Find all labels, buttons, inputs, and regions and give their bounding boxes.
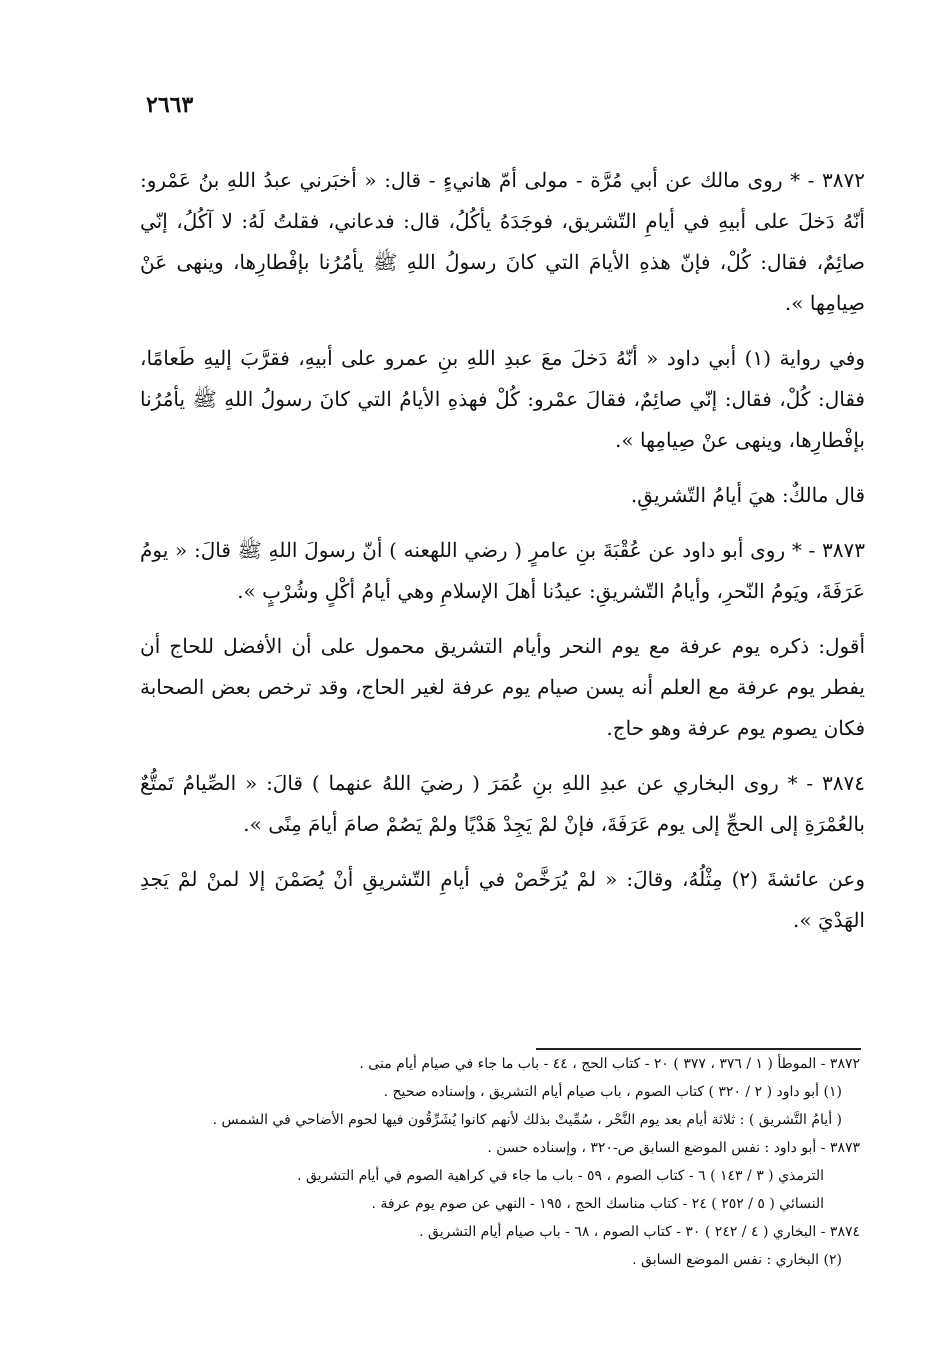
footnote-nasai: النسائي ( ٥ / ٢٥٢ ) ٢٤ - كتاب مناسك الحج ، ١٩٥ - النهي عن صوم يوم عرفة . — [371, 1196, 824, 1212]
footnote-tirmidhi: الترمذي ( ٣ / ١٤٣ ) ٦ - كتاب الصوم ، ٥٩ - باب ما جاء في كراهية الصوم في أيام التشريق . — [297, 1168, 824, 1184]
footnote-tashreeq-definition: ( أيامُ التَّشريق ) : ثلاثة أيام بعد يوم النَّحْر ، سُمِّيتْ بذلك لأنهم كانوا يُشَرِّقُون فيها لحوم الأضاحي في الشمس . — [212, 1112, 842, 1128]
footnote-2: (٢) البخاري : نفس الموضع السابق . — [632, 1252, 842, 1268]
footnote-3874: ٣٨٧٤ - البخاري ( ٤ / ٢٤٢ ) ٣٠ - كتاب الصوم ، ٦٨ - باب صيام أيام التشريق . — [419, 1224, 860, 1240]
hadith-3874: ٣٨٧٤ - * روى البخاري عن عبدِ اللهِ بنِ عُمَرَ ( رضيَ اللهُ عنهما ) قالَ: « الصِّيامُ تَمتُّعٌ بالعُمْرَةِ إلى الحجِّ إلى يوم عَرَفَةَ، فإنْ لمْ يَجِدْ هَدْيًا ولمْ يَصُمْ صامَ أيامَ مِنًى ». — [140, 771, 865, 836]
main-text — [140, 160, 865, 955]
malik-note: قال مالكٌ: هيَ أيامُ التّشريقِ. — [630, 483, 865, 507]
abu-dawud-narration: وفي رواية (١) أبي داود « أنّهُ دَخلَ معَ عبدِ اللهِ بنِ عمرو على أبيهِ، فقرَّبَ إليهِ طَعامًا، فقال: كُلْ، فقال: إنّي صائِمٌ، فقالَ عمْرو: كُلْ فهذهِ الأيامُ التي كانَ رسولُ اللهِ ﷺ يأمُرُنا بإفْطارِها، وينهى عنْ صِيامِها ». — [140, 346, 865, 452]
footnotes — [150, 1050, 860, 1274]
footnote-3872: ٣٨٧٢ - الموطأ ( ١ / ٣٧٦ ، ٣٧٧ ) ٢٠ - كتاب الحج ، ٤٤ - باب ما جاء في صيام أيام منى . — [359, 1056, 860, 1072]
author-comment: أقول: ذكره يوم عرفة مع يوم النحر وأيام التشريق محمول على أن الأفضل للحاج أن يفطر يوم عرفة مع العلم أنه يسن صيام يوم عرفة لغير الحاج، وقد ترخص بعض الصحابة فكان يصوم يوم عرفة وهو حاج. — [140, 634, 865, 740]
page-number: ٢٦٦٣ — [146, 92, 194, 118]
footnote-1: (١) أبو داود ( ٢ / ٣٢٠ ) كتاب الصوم ، باب صيام أيام التشريق ، وإسناده صحيح . — [383, 1084, 842, 1100]
hadith-3872: ٣٨٧٢ - * روى مالك عن أبي مُرَّة - مولى أمّ هانيءٍ - قال: « أخبَرني عبدُ اللهِ بنُ عَمْرو: أنّهُ دَخلَ على أبيهِ في أيامِ التّشريق، فوجَدَهُ يأكُلُ، قال: فدعاني، فقلتُ لَهُ: لا آكُلُ، إنّي صائِمٌ، فقال: كُلْ، فإنّ هذهِ الأيامَ التي كانَ رسولُ اللهِ ﷺ يأمُرُنا بإفْطارِها، وينهى عَنْ صِيامِها ». — [140, 168, 865, 315]
hadith-3873: ٣٨٧٣ - * روى أبو داود عن عُقْبَةَ بنِ عامرٍ ( رضي اللهعنه ) أنّ رسولَ اللهِ ﷺ قالَ: « يومُ عَرَفَةَ، ويَومُ النّحرِ، وأيامُ التّشريقِ: عيدُنا أهلَ الإسلامِ وهي أيامُ أكْلٍ وشُرْبٍ ». — [140, 538, 865, 603]
aisha-narration: وعن عائشةَ (٢) مِثْلُهُ، وقالَ: « لمْ يُرَخَّصْ في أيامِ التّشريقِ أنْ يُصَمْنَ إلا لمنْ لمْ يَجدِ الهَدْيَ ». — [140, 867, 865, 932]
footnote-3873: ٣٨٧٣ - أبو داود : نفس الموضع السابق ص-٣٢٠ ، وإسناده حسن . — [487, 1140, 860, 1156]
